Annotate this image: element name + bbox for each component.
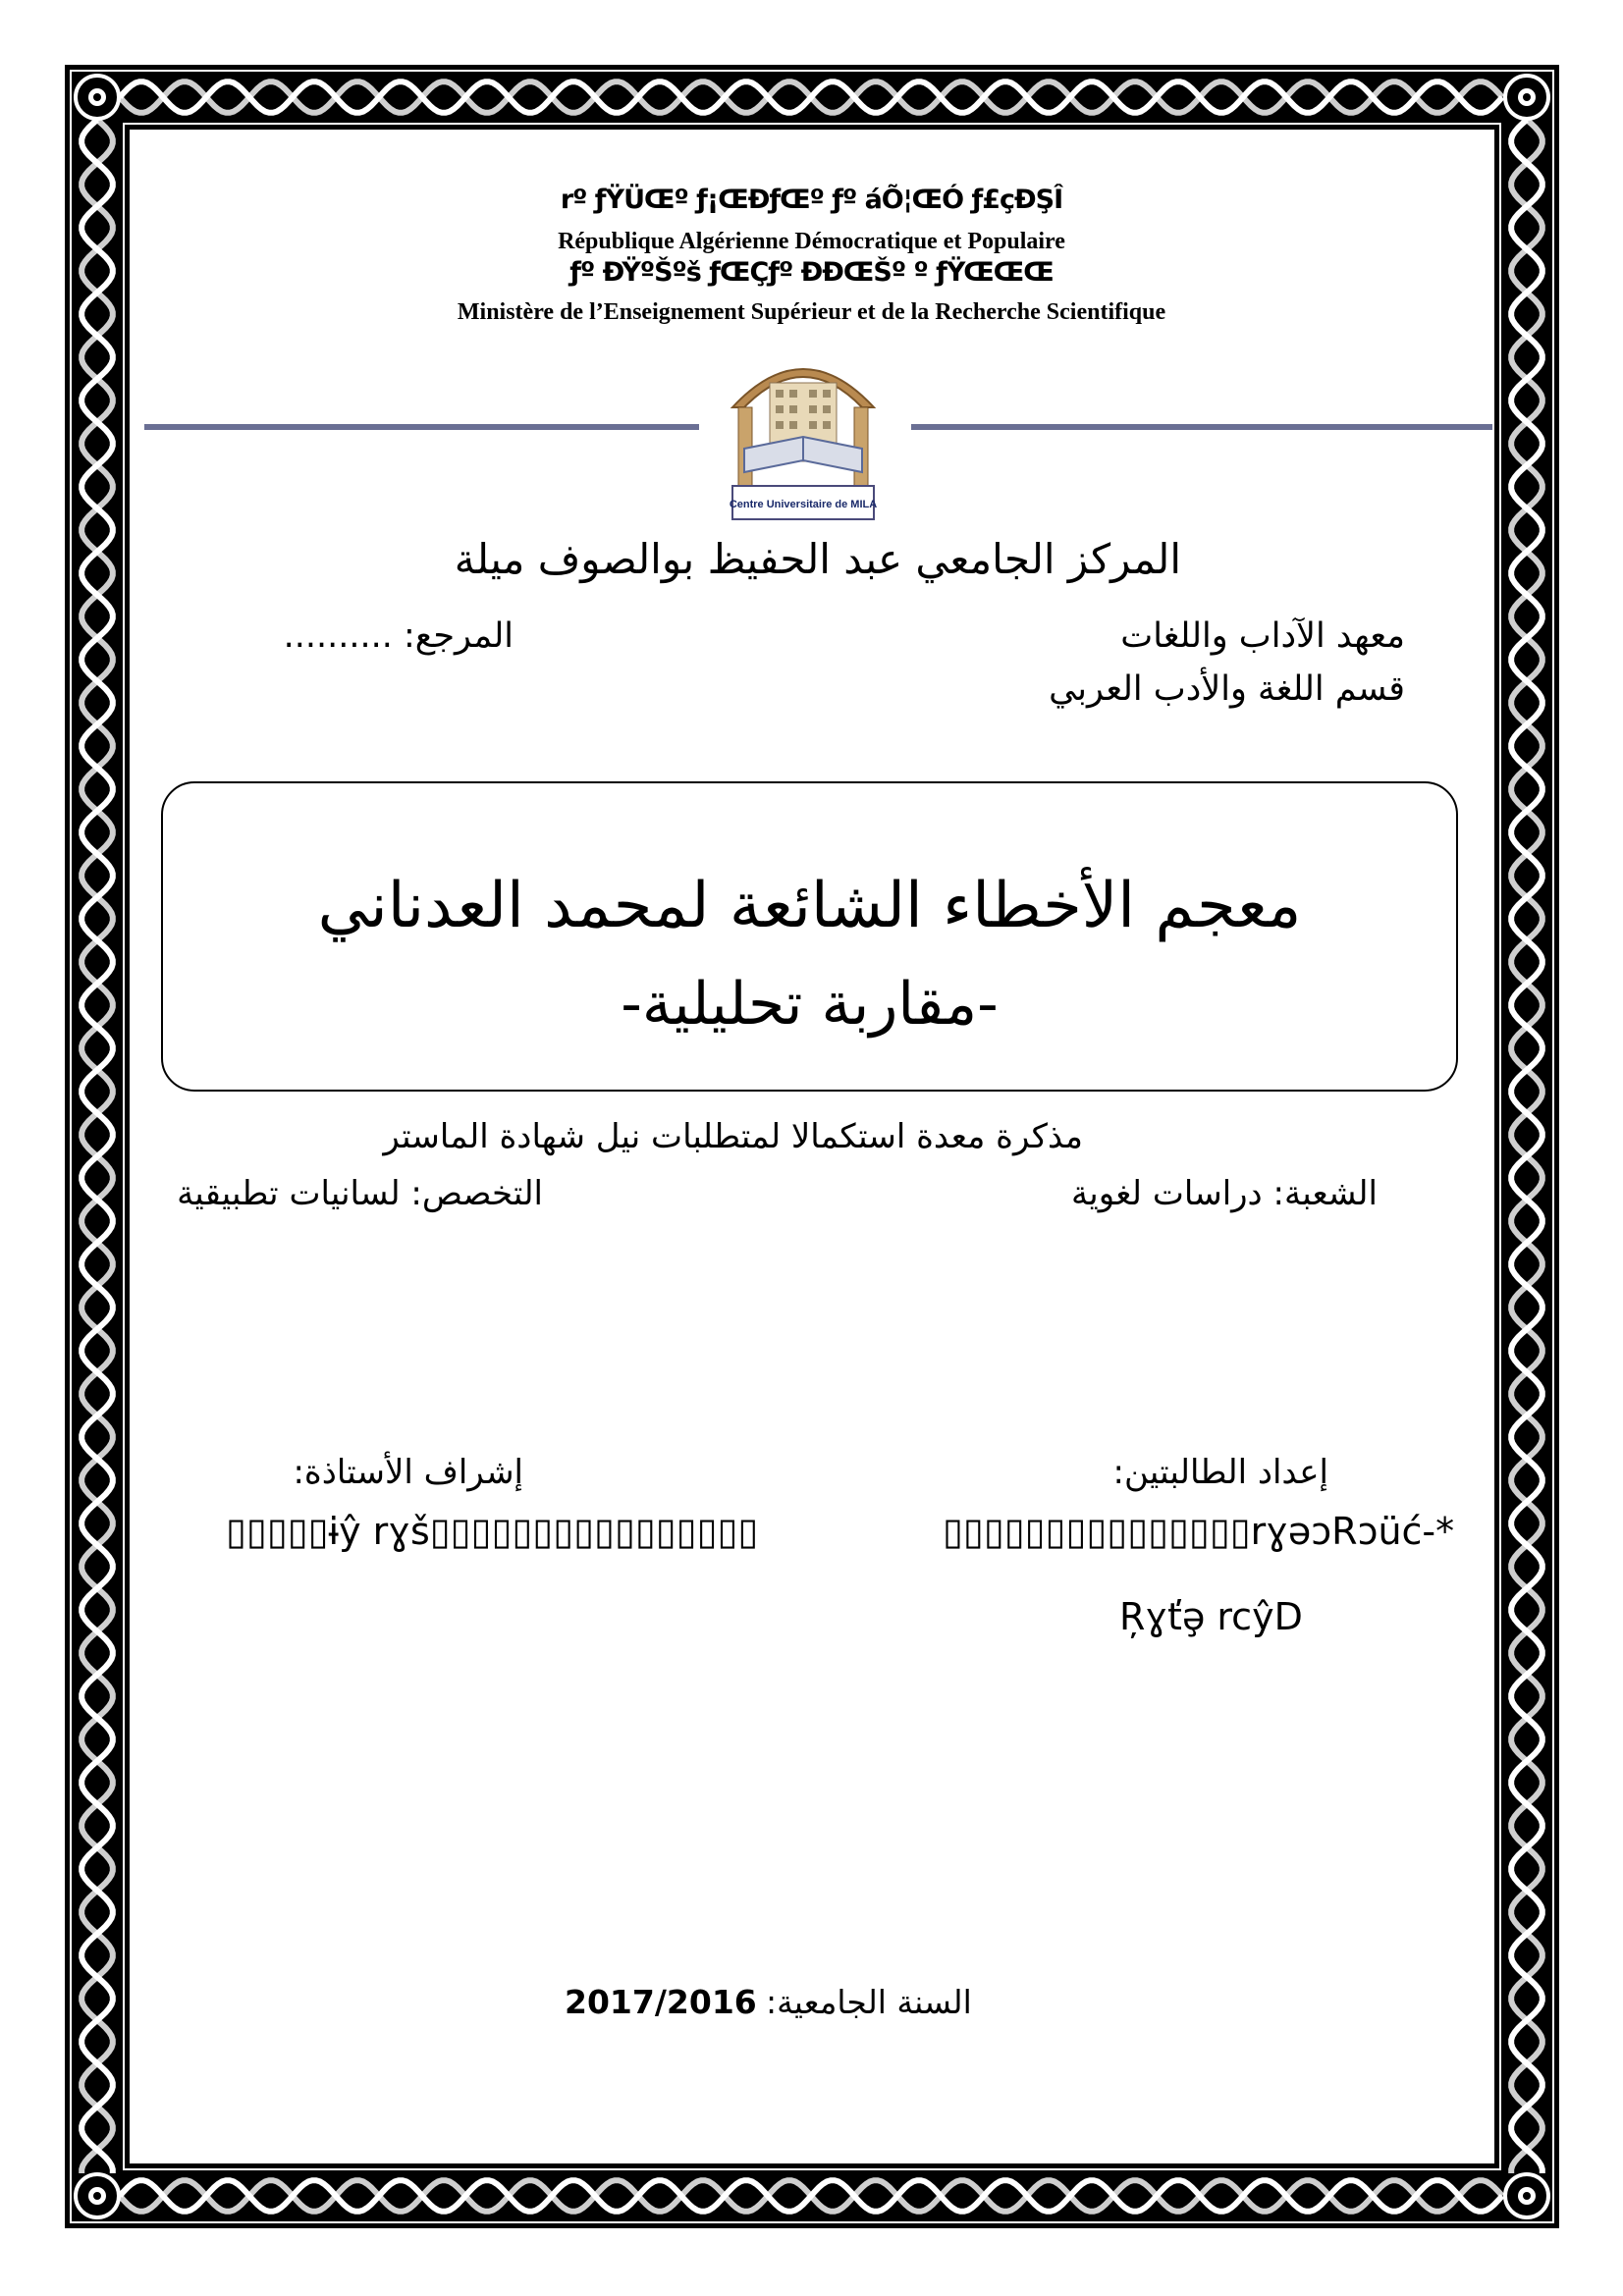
logo-caption: Centre Universitaire de MILA: [729, 499, 878, 510]
ministry-french: Ministère de l’Enseignement Supérieur et de la Recherche Scientifique: [457, 299, 1166, 325]
republic-arabic-garbled: rº ƒŸÜŒº ƒ¡ŒÐƒŒº ƒº áÕ¦ŒÓ ƒ£çÐŞÎ: [560, 185, 1063, 215]
students-label: إعداد الطالبتين:: [1112, 1453, 1328, 1492]
supervisor-name: ▯▯▯▯▯ɨŷ rɣš▯▯▯▯▯▯▯▯▯▯▯▯▯▯▯▯: [226, 1510, 759, 1553]
republic-french: République Algérienne Démocratique et Populaire: [558, 229, 1065, 254]
title-box: [161, 781, 1458, 1092]
thesis-branch: الشعبة: دراسات لغوية: [1071, 1174, 1378, 1213]
supervisor-label: إشراف الأستاذة:: [293, 1453, 523, 1492]
thesis-specialty: التخصص: لسانيات تطبيقية: [177, 1174, 543, 1213]
center-name: المركز الجامعي عبد الحفيظ بوالصوف ميلة: [454, 535, 1181, 583]
student-name-1: ▯▯▯▯▯▯▯▯▯▯▯▯▯▯▯rɣəɔRɔüć-*: [943, 1510, 1455, 1553]
university-logo: [725, 339, 882, 525]
department-name: قسم اللغة والأدب العربي: [1049, 669, 1405, 709]
left-horizontal-rule: [144, 424, 699, 430]
right-horizontal-rule: [911, 424, 1492, 430]
reference-number: المرجع: ..........: [283, 616, 514, 656]
institute-name: معهد الآداب واللغات: [1120, 616, 1405, 656]
academic-year: [766, 1983, 972, 2021]
thesis-title: معجم الأخطاء الشائعة لمحمد العدناني: [317, 870, 1302, 942]
student-name-2: Ŗɣťə̧ rcŷD: [1119, 1595, 1303, 1638]
academic-year-value: 2017/2016: [565, 1983, 757, 2021]
academic-year-label: السنة الجامعية:: [766, 1983, 972, 2021]
thesis-subtitle: -مقاربة تحليلية-: [621, 970, 999, 1039]
thesis-purpose: مذكرة معدة استكمالا لمتطلبات نيل شهادة الماستر: [383, 1117, 1083, 1156]
ministry-arabic-garbled: ƒº ÐŸºŠºš ƒŒÇƒº ÐÐŒŠº º ƒŸŒŒŒ: [569, 257, 1054, 288]
